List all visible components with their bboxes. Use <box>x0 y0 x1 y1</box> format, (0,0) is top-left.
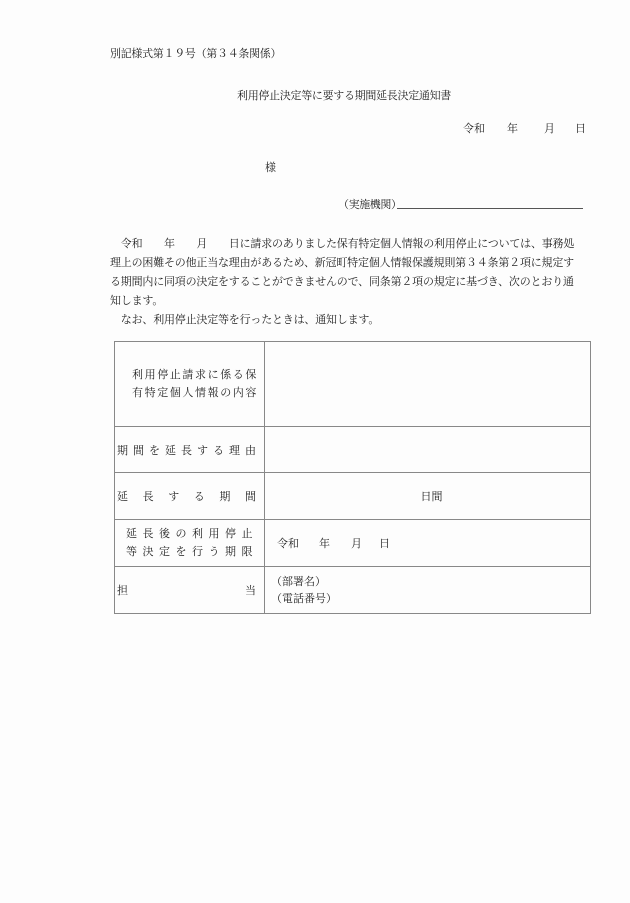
label-char: 長 <box>142 490 154 503</box>
table-row-deadline <box>115 520 591 567</box>
label-char: 期 <box>117 443 128 457</box>
form-number: 別記様式第１９号（第３４条関係） <box>110 47 282 60</box>
body-line: 理上の困難その他正当な理由があるため、新冠町特定個人情報保護規則第３４条第２項に規定す <box>110 256 574 269</box>
agency-label: （実施機関） <box>338 198 402 211</box>
contact-phone: （電話番号） <box>271 592 337 605</box>
label-char: 当 <box>245 584 256 597</box>
date-era: 令和 <box>463 122 485 135</box>
body-line: る期間内に同項の決定をすることができませんので、同条第２項の規定に基づき、次のとおり通 <box>110 275 574 288</box>
label-char: を <box>149 443 160 457</box>
label-line: 利用停止請求に係る保 <box>132 368 258 381</box>
value-contact <box>265 567 591 614</box>
deadline-era: 令和 <box>277 537 299 550</box>
label-char: す <box>168 490 180 503</box>
label-target-info <box>115 342 265 427</box>
label-char: る <box>193 490 205 503</box>
label-deadline <box>115 520 265 567</box>
issue-date <box>463 123 586 134</box>
label-char: 由 <box>245 443 256 457</box>
label-char: 間 <box>244 490 256 503</box>
label-char: 延 <box>117 490 128 503</box>
value-deadline <box>265 520 591 567</box>
table-row-target-info <box>115 342 591 427</box>
label-char: 間 <box>133 443 144 457</box>
label-char: す <box>197 443 208 457</box>
label-line: 等決定を行う期限 <box>126 545 258 558</box>
value-target-info <box>265 342 591 427</box>
label-char: 担 <box>117 584 128 597</box>
value-extension-period: 日間 <box>265 473 591 520</box>
contact-department: （部署名） <box>271 575 326 588</box>
body-line: なお、利用停止決定等を行ったときは、通知します。 <box>110 313 380 326</box>
date-month: 月 <box>544 122 555 135</box>
addressee-honorific: 様 <box>265 161 276 174</box>
date-year: 年 <box>507 122 518 135</box>
label-char: 理 <box>229 443 240 457</box>
label-line: 有特定個人情報の内容 <box>132 386 258 399</box>
label-extension-period <box>115 473 265 520</box>
label-char: 長 <box>181 443 192 457</box>
details-table <box>114 341 591 614</box>
document-title: 利用停止決定等に要する期間延長決定通知書 <box>237 89 451 102</box>
table-row-extension-period <box>115 473 591 520</box>
notice-body <box>110 234 590 329</box>
label-char: る <box>213 443 224 457</box>
label-line: 延長後の利用停止 <box>126 527 258 540</box>
deadline-month: 月 <box>351 537 362 550</box>
deadline-day: 日 <box>379 537 390 550</box>
body-line: 知します。 <box>110 294 164 307</box>
body-line: 令和 年 月 日に請求のありました保有特定個人情報の利用停止については、事務処 <box>110 237 575 250</box>
deadline-year: 年 <box>319 537 330 550</box>
agency-signature-line <box>397 208 583 209</box>
value-extension-reason <box>265 427 591 473</box>
label-extension-reason <box>115 427 265 473</box>
label-char: 期 <box>219 490 231 503</box>
table-row-contact <box>115 567 591 614</box>
table-row-extension-reason <box>115 427 591 473</box>
date-day: 日 <box>575 122 586 135</box>
label-char: 延 <box>165 443 176 457</box>
label-contact <box>115 567 265 614</box>
